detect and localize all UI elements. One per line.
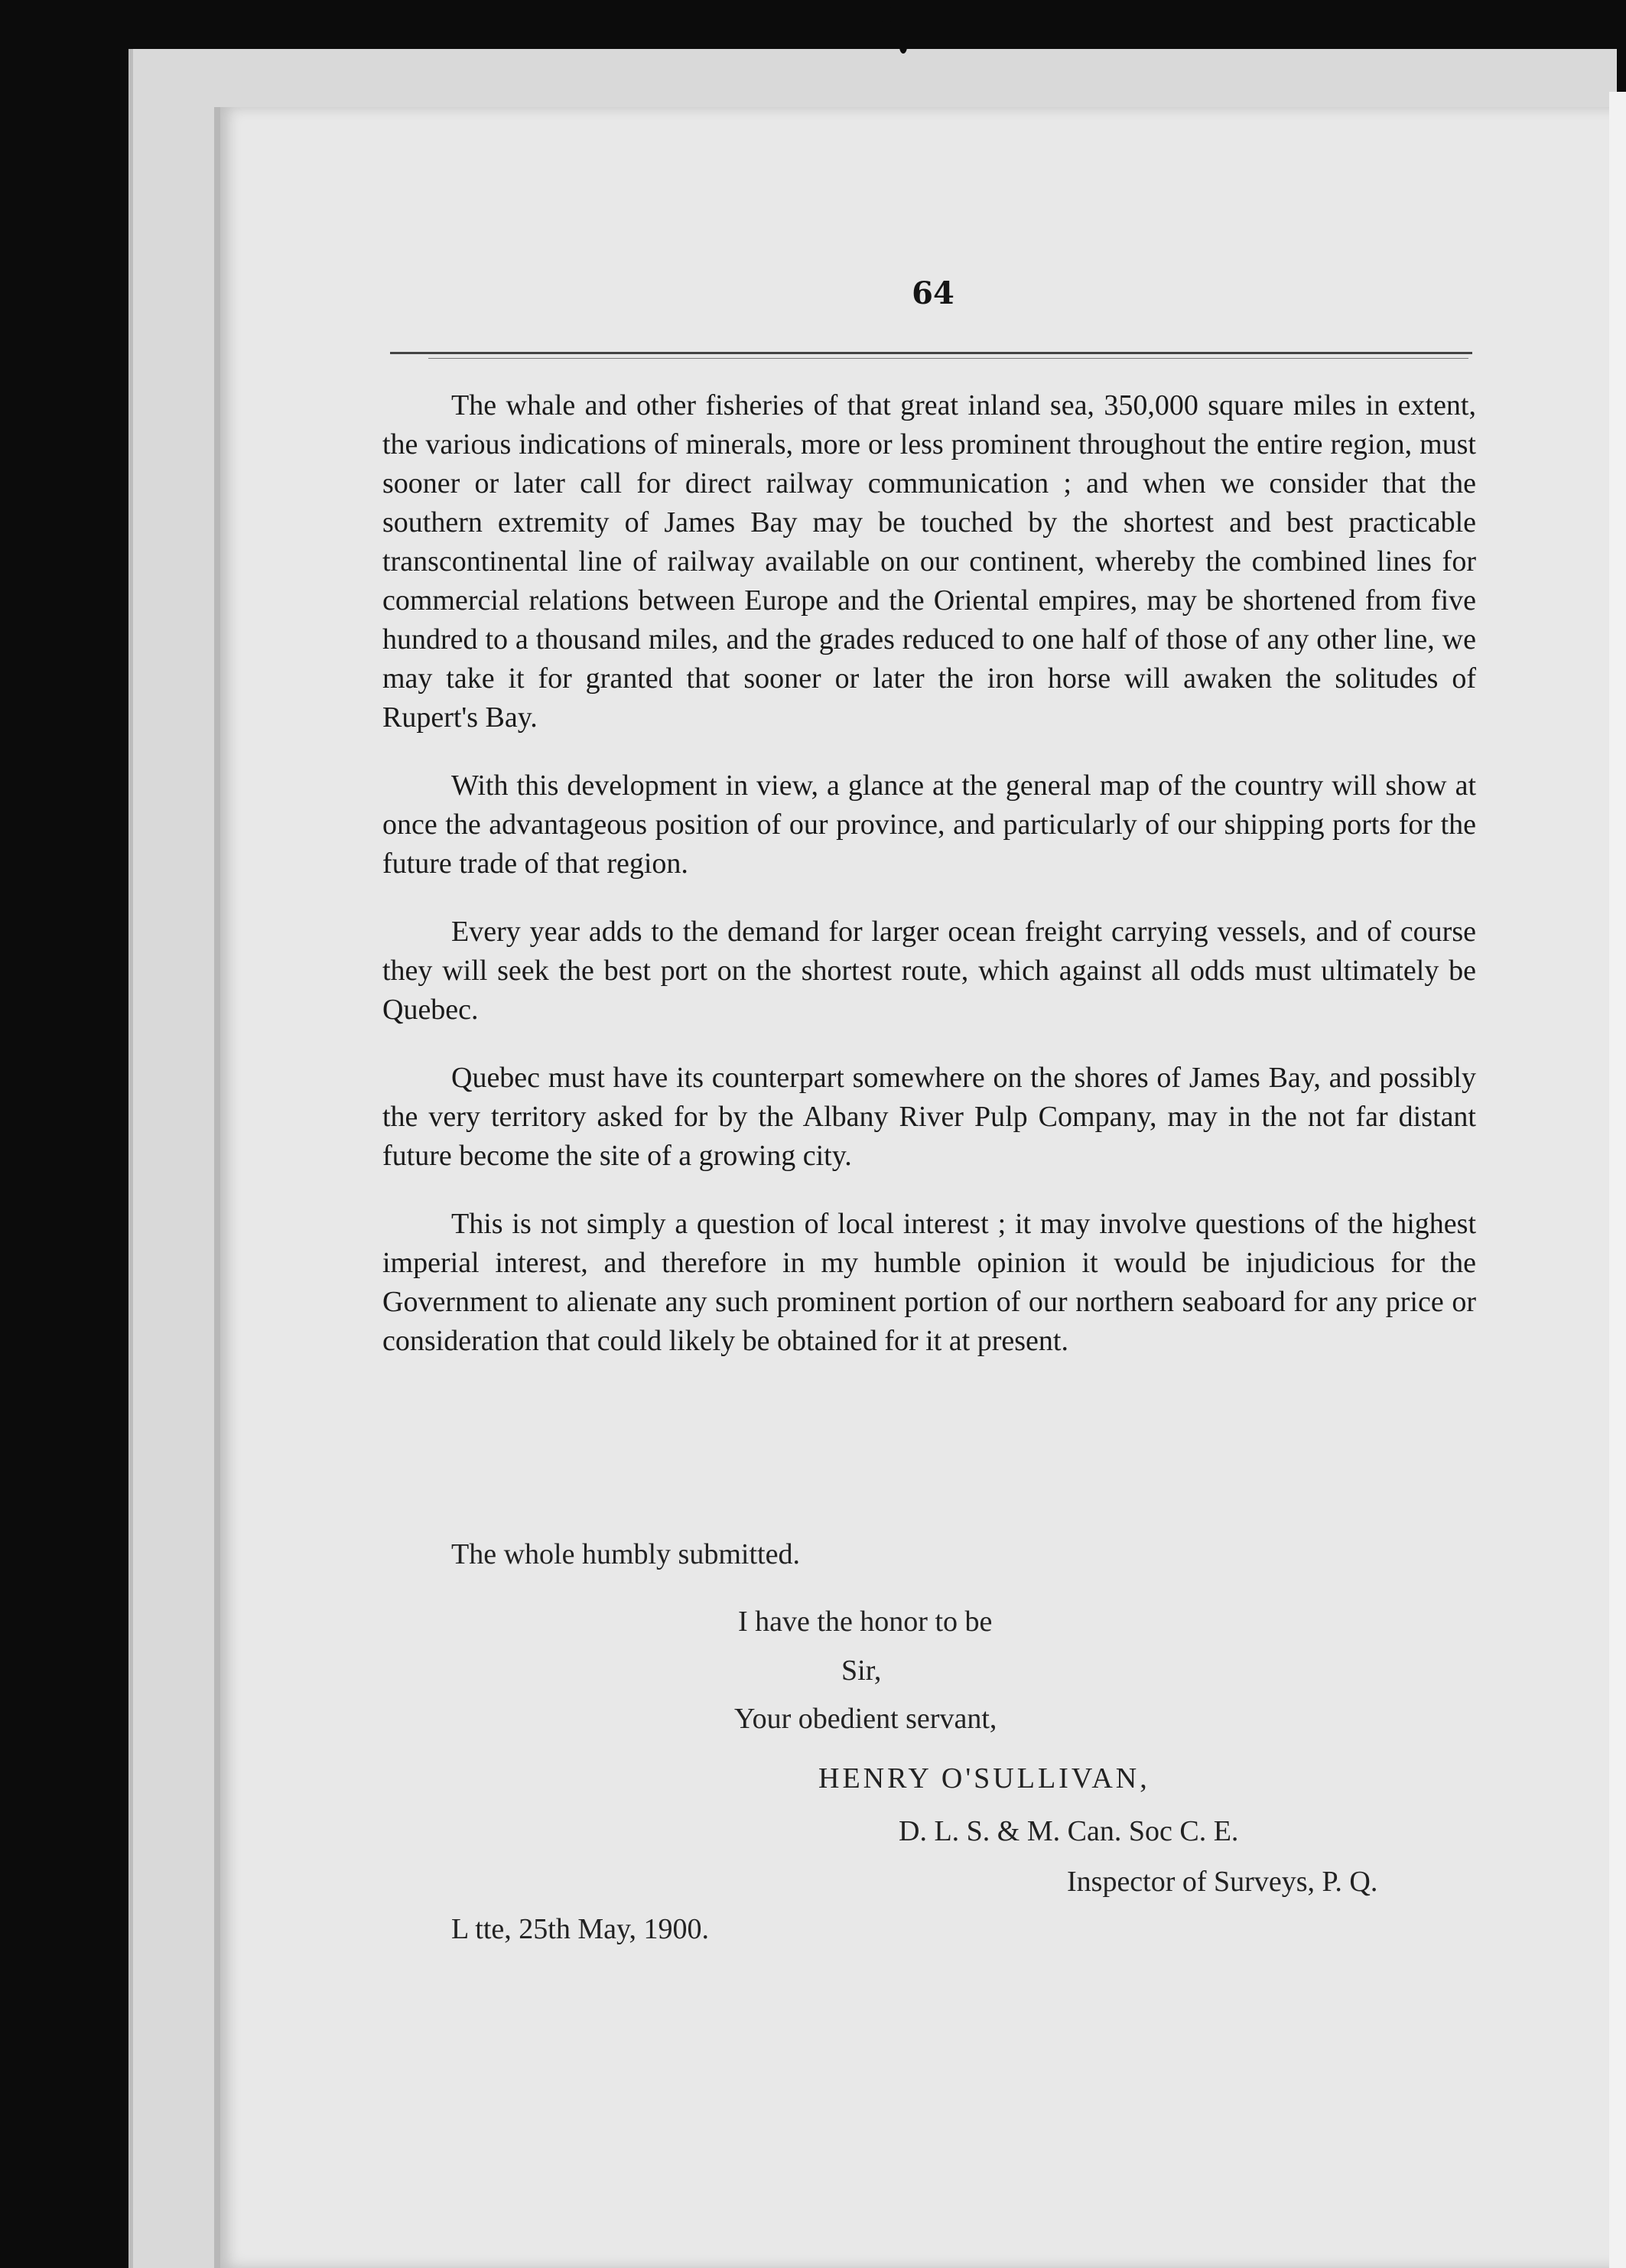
- letter-body: [382, 386, 1476, 1390]
- salutation-honour: I have the honor to be: [738, 1606, 993, 1638]
- paragraph: This is not simply a question of local interest ; it may involve questions of the highest imperial interest, and therefore in my humble opinion it would be injudicious for the Government to alienate any such prominent portion of our northern seaboard for any price or consideration that could likely be obtained for it at present.: [382, 1208, 1476, 1357]
- scan-blot: [878, 6, 895, 23]
- salutation-servant: Your obedient servant,: [734, 1703, 997, 1735]
- paragraph: The whale and other fisheries of that great inland sea, 350,000 square miles in extent, the various indications of minerals, more or less prominent throughout the entire region, must sooner or later call for direct railway communication ; and when we consider that the southern extremity of James Bay may be touched by the shortest and best practicable transcontinental line of railway available on our continent, whereby the combined lines for commercial relations between Europe and the Oriental empires, may be shortened from five hundred to a thousand miles, and the grades reduced to one half of those of any other line, we may take it for granted that sooner or later the iron horse will awaken the solitudes of Rupert's Bay.: [382, 389, 1476, 734]
- page-number: 64: [912, 275, 954, 311]
- submission-line: The whole humbly submitted.: [451, 1538, 800, 1570]
- paragraph: Quebec must have its counterpart somewhere on the shores of James Bay, and possibly the very territory asked for by the Albany River Pulp Company, may in the not far distant future become the site of a growing city.: [382, 1062, 1476, 1172]
- signatory-title: Inspector of Surveys, P. Q.: [1067, 1866, 1378, 1898]
- paragraph: Every year adds to the demand for larger ocean freight carrying vessels, and of course they will seek the best port on the shortest route, which against all odds must ultimately be Quebec.: [382, 916, 1476, 1026]
- paragraph: With this development in view, a glance at the general map of the country will show at once the advantageous position of our province, and particularly of our shipping ports for the future trade of that region.: [382, 770, 1476, 880]
- salutation-sir: Sir,: [841, 1655, 882, 1687]
- header-rule-thin: [428, 358, 1468, 359]
- scan-blot: [899, 40, 907, 54]
- dateline: L tte, 25th May, 1900.: [451, 1913, 710, 1945]
- signatory-credentials: D. L. S. & M. Can. Soc C. E.: [899, 1815, 1239, 1847]
- right-page-edge: [1609, 92, 1626, 2268]
- signatory-name: HENRY O'SULLIVAN,: [818, 1762, 1150, 1795]
- header-rule: [390, 352, 1472, 354]
